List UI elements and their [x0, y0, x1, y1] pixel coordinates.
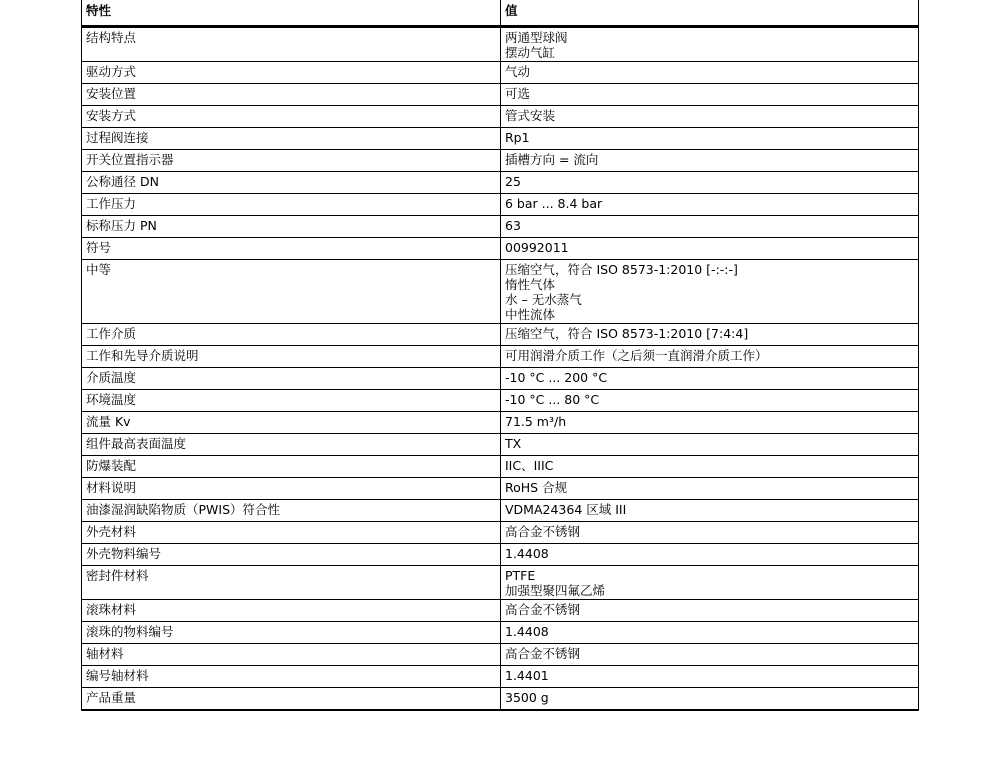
- table-row: [82, 260, 919, 324]
- table-row: [82, 172, 919, 194]
- property-name: 外壳材料: [82, 522, 501, 544]
- property-value-line: 水 – 无水蒸气: [505, 292, 582, 307]
- property-name: 环境温度: [82, 390, 501, 412]
- table-row: [82, 150, 919, 172]
- property-name: 轴材料: [82, 644, 501, 666]
- property-value-line: VDMA24364 区域 III: [505, 502, 627, 517]
- property-name: 中等: [82, 260, 501, 324]
- property-value-line: 管式安装: [505, 108, 556, 123]
- property-name: 安装位置: [82, 84, 501, 106]
- property-name: 结构特点: [82, 27, 501, 62]
- property-name: 工作压力: [82, 194, 501, 216]
- table-row: [82, 600, 919, 622]
- property-value-line: 中性流体: [505, 307, 556, 322]
- property-value-line: Rp1: [505, 130, 530, 145]
- property-name: 外壳物料编号: [82, 544, 501, 566]
- property-value-line: 摆动气缸: [505, 45, 556, 60]
- property-value: [501, 27, 919, 62]
- property-value: [501, 150, 919, 172]
- property-value-line: 6 bar ... 8.4 bar: [505, 196, 603, 211]
- table-row: [82, 434, 919, 456]
- property-value-line: 1.4401: [505, 668, 549, 683]
- property-value-line: 压缩空气，符合 ISO 8573-1:2010 [7:4:4]: [505, 326, 749, 341]
- table-row: [82, 622, 919, 644]
- property-value-line: 加强型聚四氟乙烯: [505, 583, 606, 598]
- table-row: [82, 368, 919, 390]
- property-value-line: 00992011: [505, 240, 569, 255]
- table-row: [82, 544, 919, 566]
- property-value-line: 25: [505, 174, 521, 189]
- property-value-line: 惰性气体: [505, 277, 556, 292]
- property-value: [501, 128, 919, 150]
- table-row: [82, 346, 919, 368]
- table-row: [82, 412, 919, 434]
- property-value-line: 高合金不锈钢: [505, 524, 581, 539]
- property-name: 过程阀连接: [82, 128, 501, 150]
- spec-table: [81, 0, 919, 711]
- table-row: [82, 84, 919, 106]
- table-row: [82, 666, 919, 688]
- table-row: [82, 644, 919, 666]
- spec-table-body: [82, 27, 919, 711]
- property-name: 开关位置指示器: [82, 150, 501, 172]
- property-value-line: 气动: [505, 64, 531, 79]
- property-value: [501, 622, 919, 644]
- property-name: 驱动方式: [82, 62, 501, 84]
- property-value: [501, 644, 919, 666]
- property-value: [501, 172, 919, 194]
- table-row: [82, 62, 919, 84]
- property-value-line: PTFE: [505, 568, 536, 583]
- table-row: [82, 522, 919, 544]
- property-value: [501, 666, 919, 688]
- property-value-line: 可用润滑介质工作（之后须一直润滑介质工作）: [505, 348, 768, 363]
- property-value: [501, 500, 919, 522]
- property-name: 公称通径 DN: [82, 172, 501, 194]
- property-name: 防爆装配: [82, 456, 501, 478]
- property-value: [501, 600, 919, 622]
- property-value: [501, 346, 919, 368]
- property-name: 工作和先导介质说明: [82, 346, 501, 368]
- property-value: [501, 390, 919, 412]
- property-name: 介质温度: [82, 368, 501, 390]
- property-value: [501, 84, 919, 106]
- property-value-line: 63: [505, 218, 521, 233]
- table-row: [82, 194, 919, 216]
- property-value: [501, 368, 919, 390]
- property-name: 油漆湿润缺陷物质（PWIS）符合性: [82, 500, 501, 522]
- table-row: [82, 128, 919, 150]
- property-value: [501, 522, 919, 544]
- table-header-row: [82, 0, 919, 27]
- property-value: [501, 194, 919, 216]
- property-value-line: 71.5 m³/h: [505, 414, 567, 429]
- table-row: [82, 238, 919, 260]
- property-value-line: IIC、IIIC: [505, 458, 554, 473]
- property-name: 标称压力 PN: [82, 216, 501, 238]
- property-value-line: 高合金不锈钢: [505, 646, 581, 661]
- table-row: [82, 390, 919, 412]
- property-name: 安装方式: [82, 106, 501, 128]
- property-value: [501, 238, 919, 260]
- property-value-line: -10 °C ... 200 °C: [505, 370, 608, 385]
- table-row: [82, 324, 919, 346]
- header-property: 特性: [82, 0, 501, 27]
- property-value: [501, 324, 919, 346]
- property-value-line: RoHS 合规: [505, 480, 568, 495]
- property-name: 流量 Kv: [82, 412, 501, 434]
- table-row: [82, 688, 919, 711]
- property-value-line: TX: [505, 436, 522, 451]
- property-value-line: 压缩空气，符合 ISO 8573-1:2010 [-:-:-]: [505, 262, 738, 277]
- property-name: 材料说明: [82, 478, 501, 500]
- table-row: [82, 500, 919, 522]
- property-name: 密封件材料: [82, 566, 501, 600]
- property-value: [501, 544, 919, 566]
- property-name: 组件最高表面温度: [82, 434, 501, 456]
- property-name: 产品重量: [82, 688, 501, 711]
- property-value: [501, 216, 919, 238]
- property-name: 符号: [82, 238, 501, 260]
- property-value-line: 插槽方向 = 流向: [505, 152, 599, 167]
- property-value: [501, 62, 919, 84]
- property-value-line: 两通型球阀: [505, 30, 568, 45]
- property-value-line: 可选: [505, 86, 531, 101]
- property-value-line: 1.4408: [505, 624, 549, 639]
- property-name: 滚珠的物料编号: [82, 622, 501, 644]
- header-value: 值: [501, 0, 919, 27]
- property-value-line: -10 °C ... 80 °C: [505, 392, 600, 407]
- property-value: [501, 478, 919, 500]
- table-row: [82, 456, 919, 478]
- property-value: [501, 688, 919, 711]
- property-value: [501, 106, 919, 128]
- table-row: [82, 106, 919, 128]
- table-row: [82, 27, 919, 62]
- property-value: [501, 434, 919, 456]
- property-name: 滚珠材料: [82, 600, 501, 622]
- property-value: [501, 456, 919, 478]
- table-row: [82, 216, 919, 238]
- property-value: [501, 412, 919, 434]
- property-value-line: 高合金不锈钢: [505, 602, 581, 617]
- property-value-line: 1.4408: [505, 546, 549, 561]
- table-row: [82, 566, 919, 600]
- property-name: 编号轴材料: [82, 666, 501, 688]
- property-value: [501, 566, 919, 600]
- table-row: [82, 478, 919, 500]
- property-name: 工作介质: [82, 324, 501, 346]
- property-value: [501, 260, 919, 324]
- property-value-line: 3500 g: [505, 690, 549, 705]
